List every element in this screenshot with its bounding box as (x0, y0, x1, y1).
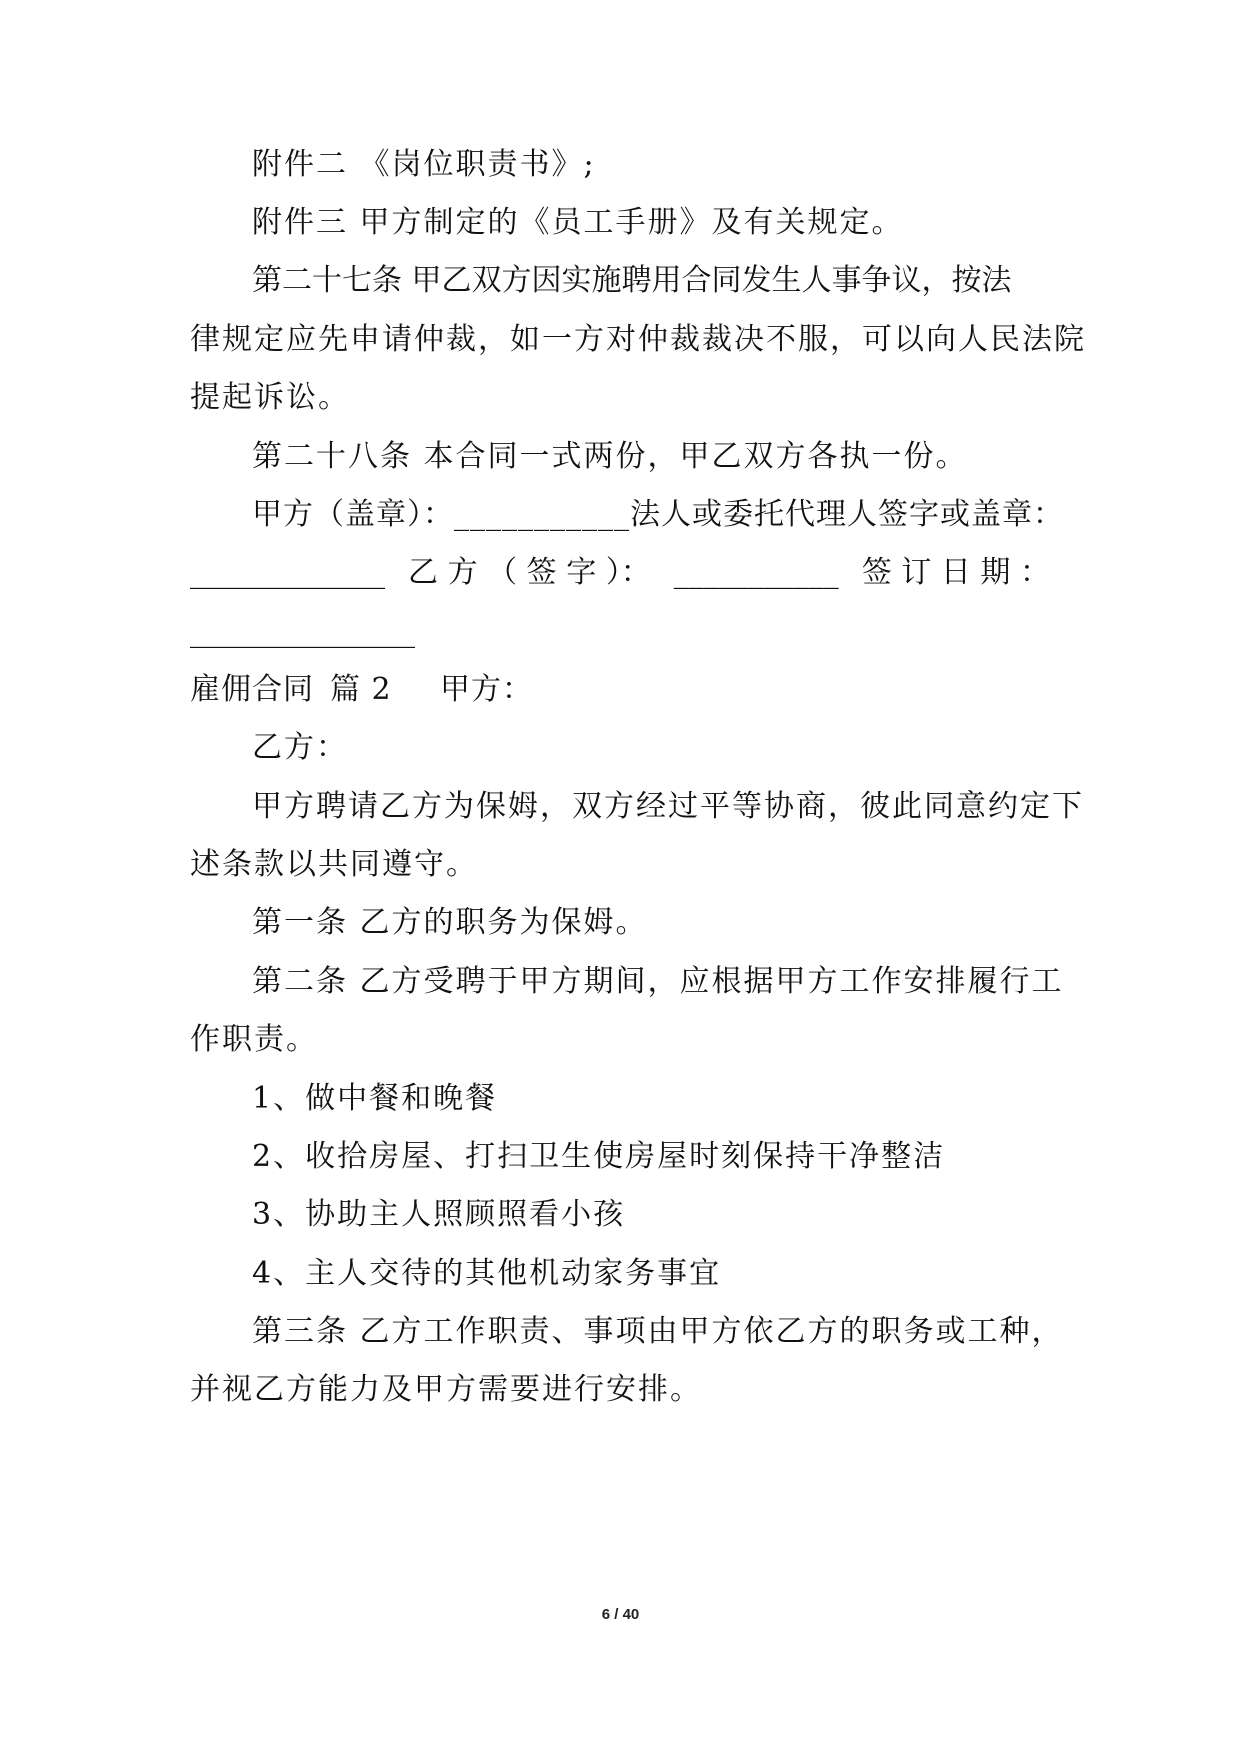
article-27-line-1 (252, 261, 1052, 301)
article-1-line: 第一条 乙方的职务为保姆。 (252, 905, 648, 940)
signature-party-a-line: 甲方（盖章）：___________法人或委托代理人签字或盖章： (252, 497, 1064, 532)
article-27-text-1: 第二十七条 甲乙双方因实施聘用合同发生人事争议，按法 (252, 263, 1012, 298)
duty-item-3: 3、协助主人照顾照看小孩 (252, 1197, 626, 1232)
article-27-line-2: 律规定应先申请仲裁，如一方对仲裁裁决不服，可以向人民法院 (190, 322, 1086, 357)
contract-part-label: 篇 2 (330, 672, 392, 707)
attachment-two-line: 附件二 《岗位职责书》; (252, 147, 596, 182)
contract-title: 雇佣合同 (190, 672, 314, 707)
article-3-line-2: 并视乙方能力及甲方需要进行安排。 (190, 1372, 702, 1407)
article-28-line: 第二十八条 本合同一式两份，甲乙双方各执一份。 (252, 439, 968, 474)
preamble-line-1: 甲方聘请乙方为保姆，双方经过平等协商，彼此同意约定下 (252, 789, 1084, 824)
signature-blank-b: ___________ (673, 555, 839, 590)
duty-item-2: 2、收拾房屋、打扫卫生使房屋时刻保持干净整洁 (252, 1139, 946, 1174)
duty-item-1: 1、做中餐和晚餐 (252, 1081, 498, 1116)
party-b-sign-label: 乙 方 （ 签 字 ）： (408, 555, 651, 590)
signature-blank-a: _____________ (190, 555, 385, 590)
article-3-line-1: 第三条 乙方工作职责、事项由甲方依乙方的职务或工种， (252, 1314, 1064, 1349)
preamble-line-2: 述条款以共同遵守。 (190, 847, 478, 882)
party-a-label: 甲方： (440, 672, 533, 707)
duty-item-4: 4、主人交待的其他机动家务事宜 (252, 1256, 722, 1291)
article-2-line-2: 作职责。 (190, 1022, 318, 1057)
signature-party-b-line (190, 553, 1050, 593)
sign-date-label: 签 订 日 期 ： (861, 555, 1050, 590)
sign-date-blank: _______________ (190, 614, 415, 649)
article-27-line-3: 提起诉讼。 (190, 380, 350, 415)
contract-2-heading (190, 670, 1050, 710)
article-2-line-1: 第二条 乙方受聘于甲方期间，应根据甲方工作安排履行工 (252, 964, 1064, 999)
attachment-three-line: 附件三 甲方制定的《员工手册》及有关规定。 (252, 205, 904, 240)
page-number: 6 / 40 (601, 1606, 640, 1623)
party-b-label: 乙方： (252, 730, 348, 765)
